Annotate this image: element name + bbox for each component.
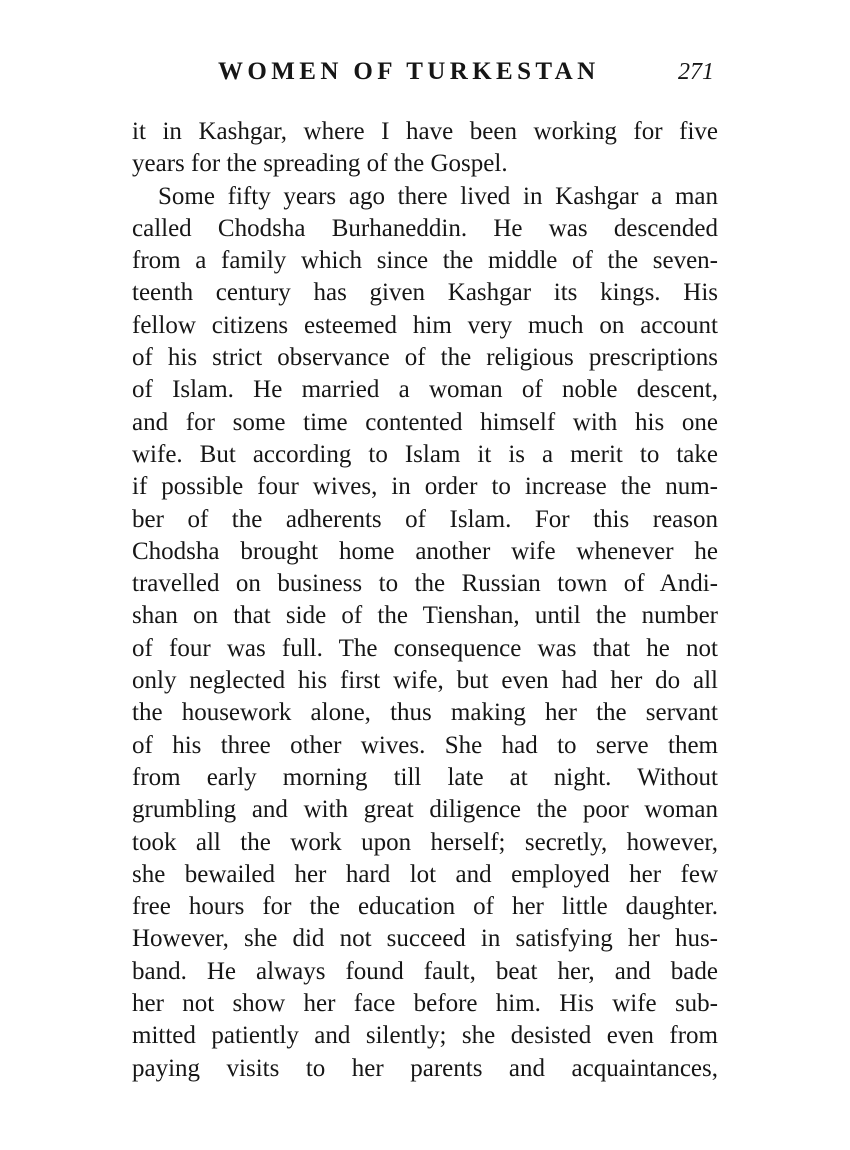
text-line: and for some time contented himself with his one — [132, 408, 718, 436]
running-title: WOMEN OF TURKESTAN — [218, 58, 600, 85]
text-line: paying visits to her parents and acquaintances, — [132, 1054, 718, 1082]
text-line: of Islam. He married a woman of noble descent, — [132, 376, 718, 404]
text-line: took all the work upon herself; secretly, however, — [132, 828, 718, 856]
text-line: wife. But according to Islam it is a merit to take — [132, 440, 718, 468]
text-line: Chodsha brought home another wife whenever he — [132, 537, 718, 565]
text-line: from early morning till late at night. Without — [132, 763, 718, 791]
text-line: band. He always found fault, beat her, and bade — [132, 957, 718, 985]
text-line: it in Kashgar, where I have been working for five — [132, 118, 718, 145]
text-line: she bewailed her hard lot and employed her few — [132, 860, 718, 888]
text-line: her not show her face before him. His wife sub- — [132, 990, 718, 1018]
text-line: only neglected his first wife, but even had her do all — [132, 667, 718, 695]
text-line: grumbling and with great diligence the poor woman — [132, 796, 718, 824]
text-line: However, she did not succeed in satisfying her hus- — [132, 925, 718, 953]
text-line: teenth century has given Kashgar its kings. His — [132, 279, 718, 307]
text-line: of his strict observance of the religious prescriptions — [132, 344, 718, 372]
text-line: mitted patiently and silently; she desisted even from — [132, 1022, 718, 1050]
running-head — [218, 58, 718, 98]
text-line: ber of the adherents of Islam. For this reason — [132, 505, 718, 533]
paragraph-first-line: Some fifty years ago there lived in Kashgar a man — [158, 182, 718, 210]
text-line: fellow citizens esteemed him very much on account — [132, 311, 718, 339]
text-line: travelled on business to the Russian town of Andi- — [132, 570, 718, 598]
body-text — [132, 116, 718, 1085]
text-line: of his three other wives. She had to serve them — [132, 731, 718, 759]
text-line: shan on that side of the Tienshan, until the number — [132, 602, 718, 630]
text-line: of four was full. The consequence was that he not — [132, 634, 718, 662]
text-line: called Chodsha Burhaneddin. He was descended — [132, 214, 718, 242]
text-line: free hours for the education of her little daughter. — [132, 893, 718, 921]
text-line: if possible four wives, in order to increase the num- — [132, 473, 718, 501]
text-line: years for the spreading of the Gospel. — [132, 150, 508, 178]
text-line: from a family which since the middle of the seven- — [132, 247, 718, 275]
text-line: the housework alone, thus making her the servant — [132, 699, 718, 727]
page-number: 271 — [678, 59, 714, 85]
